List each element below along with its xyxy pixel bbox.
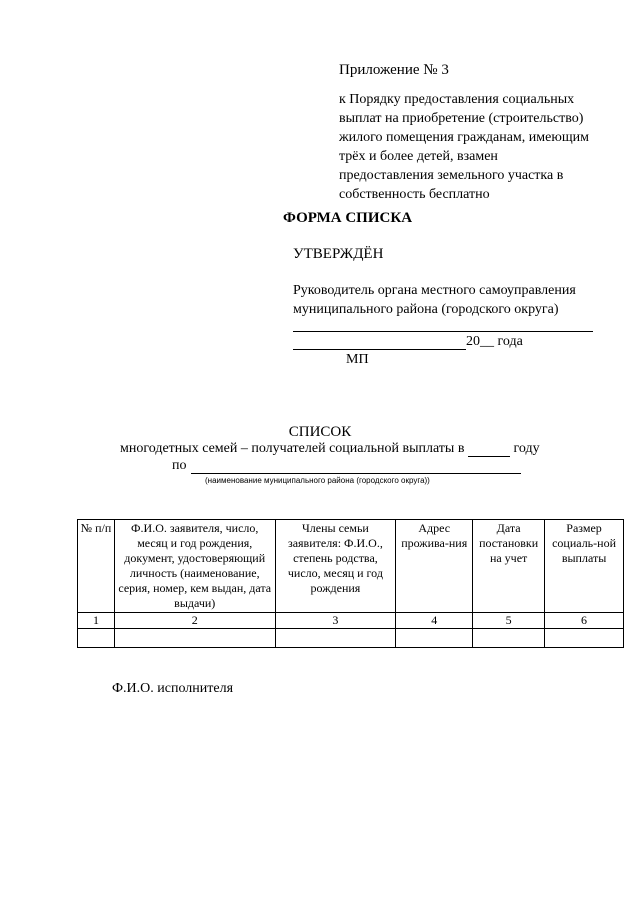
column-number: 1	[78, 613, 115, 629]
annex-title: Приложение № 3	[339, 62, 449, 78]
annex-reference	[339, 90, 629, 204]
stamp-place: МП	[346, 352, 369, 367]
annex-line: жилого помещения гражданам, имеющим	[339, 130, 589, 145]
table-cell	[78, 629, 115, 648]
header-address: Адрес прожива-ния	[396, 520, 473, 613]
head-line-1: Руководитель органа местного самоуправления	[293, 283, 576, 298]
table-cell	[114, 629, 275, 648]
table-cell	[275, 629, 396, 648]
recipients-table	[77, 519, 624, 648]
header-payment-amount: Размер социаль-ной выплаты	[545, 520, 624, 613]
date-row	[293, 334, 523, 350]
signature-line	[293, 331, 593, 332]
header-family-members: Члены семьи заявителя: Ф.И.О., степень родства, число, месяц и год рождения	[275, 520, 396, 613]
annex-line: собственность бесплатно	[339, 187, 490, 202]
year-blank	[468, 442, 510, 457]
header-applicant: Ф.И.О. заявителя, число, месяц и год рождения, документ, удостоверяющий личность (наименование, серия, номер, кем выдан, дата выдачи)	[114, 520, 275, 613]
date-blank	[293, 335, 466, 350]
column-number: 4	[396, 613, 473, 629]
header-number: № п/п	[78, 520, 115, 613]
annex-line: трёх и более детей, взамен	[339, 149, 498, 164]
column-number: 5	[473, 613, 545, 629]
district-note: (наименование муниципального района (городского округа))	[205, 476, 430, 485]
column-number: 6	[545, 613, 624, 629]
date-suffix: 20__ года	[466, 334, 523, 349]
annex-line: предоставления земельного участка в	[339, 168, 564, 183]
executor-label: Ф.И.О. исполнителя	[112, 681, 234, 696]
district-row	[172, 458, 521, 474]
form-title: ФОРМА СПИСКА	[283, 210, 413, 226]
list-subtitle-prefix: многодетных семей – получателей социальной выплаты в	[120, 441, 465, 456]
approved-label: УТВЕРЖДЁН	[293, 246, 384, 262]
table-number-row	[78, 613, 624, 629]
table-cell	[473, 629, 545, 648]
column-number: 2	[114, 613, 275, 629]
po-label: по	[172, 458, 187, 473]
table-header-row	[78, 520, 624, 613]
table-cell	[396, 629, 473, 648]
header-registration-date: Дата постановки на учет	[473, 520, 545, 613]
head-of-authority	[293, 281, 576, 319]
table-row	[78, 629, 624, 648]
list-title: СПИСОК	[288, 424, 352, 440]
column-number: 3	[275, 613, 396, 629]
head-line-2: муниципального района (городского округа)	[293, 302, 559, 317]
table-cell	[545, 629, 624, 648]
annex-line: выплат на приобретение (строительство)	[339, 111, 584, 126]
list-subtitle	[120, 441, 540, 457]
annex-line: к Порядку предоставления социальных	[339, 92, 575, 107]
district-blank	[191, 459, 521, 474]
list-subtitle-suffix: году	[513, 441, 540, 456]
